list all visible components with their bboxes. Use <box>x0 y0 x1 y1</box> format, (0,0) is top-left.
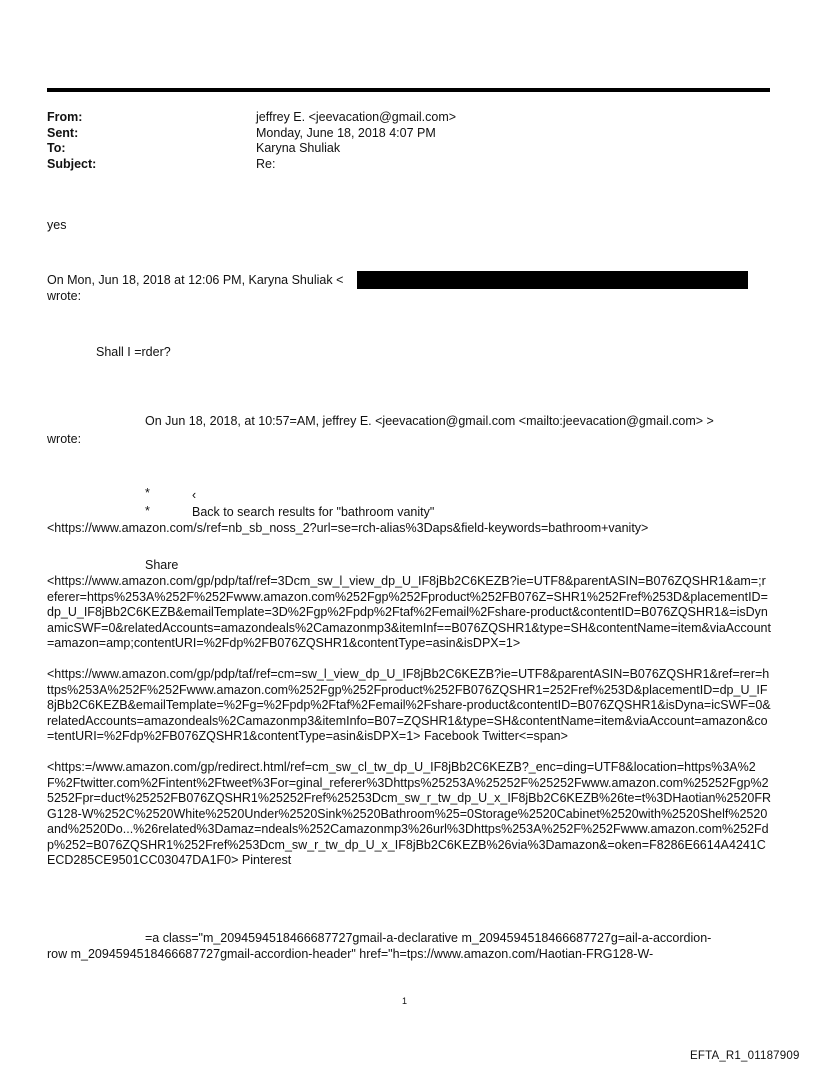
share-url-block[interactable]: <https://www.amazon.com/gp/pdp/taf/ref=3Dcm_sw_l_view_dp_U_IF8jBb2C6KEZB?ie=UTF8&parentASIN=B076ZQSHR1&am=;referer=https%253A%252F%252Fwww.amazon.com%252Fgp%252Fproduct%252FB076Z=SHR1%252Fref%253D&placementID=dp_U_IF8jBb2C6KEZB&emailTemplate=3D%2Fgp%2Fpdp%2Ftaf%2Femail%2Fshare-product&contentID=B076ZQSHR1&=isDynamicSWF=0&relatedAccounts=amazondeals%2Camazonmp3&itemInf==B076ZQSHR1&type=SH&contentName=item&viaAccount=amazon=amp;contentURI=%2Fdp%2FB076ZQSHR1&contentType=asin&isDPX=1> <box>47 574 771 650</box>
bullet-text: ‹ <box>192 488 197 502</box>
sent-value: Monday, June 18, 2018 4:07 PM <box>256 125 436 140</box>
html-fragment-line: row m_2094594518466687727gmail-accordion-header" href="h=tps://www.amazon.com/Haotian-FRG128-W- <box>47 947 654 961</box>
html-fragment-line: =a class="m_2094594518466687727gmail-a-declarative m_2094594518466687727g=ail-a-accordion- <box>145 931 712 945</box>
to-label: To: <box>47 141 66 155</box>
email-header <box>47 110 747 172</box>
to-value: Karyna Shuliak <box>256 141 341 155</box>
subject-value: Re: <box>256 156 276 171</box>
from-value: jeffrey E. <jeevacation@gmail.com> <box>256 110 457 124</box>
subject-row <box>47 157 747 173</box>
shall-text: Shall I =rder? <box>96 345 171 359</box>
quote2-intro: On Jun 18, 2018, at 10:57=AM, jeffrey E. <jeevacation@gmail.com <mailto:jeevacation@gmail.com> > <box>145 414 714 428</box>
subject-label: Subject: <box>47 156 97 171</box>
redaction-bar <box>357 271 748 289</box>
page-number: 1 <box>402 996 408 1006</box>
from-row <box>47 110 747 126</box>
quote1-intro: On Mon, Jun 18, 2018 at 12:06 PM, Karyna Shuliak < <box>47 273 344 287</box>
facebook-url-block[interactable]: <https://www.amazon.com/gp/pdp/taf/ref=cm=sw_l_view_dp_U_IF8jBb2C6KEZB?ie=UTF8&parentASIN=B076ZQSHR1&ref=rer=https%253A%252F%252Fwww.amazon.com%252Fgp%252Fproduct%252FB076ZQSHR1=252Fref%253D&placementID=dp_U_IF8jBb2C6KEZB&emailTemplate=%2Fg=%2Fpdp%2Ftaf%2Femail%2Fshare-product&contentID=B076ZQSHR1&isDyna=icSWF=0&relatedAccounts=amazondeals%2Camazonmp3&itemInfo=B07=ZQSHR1&type=SH&contentName=item&viaAccount=amazon&co=tentURI=%2Fdp%2FB076ZQSHR1&contentType=asin&isDPX=1> Facebook Twitter<=span> <box>47 667 771 743</box>
reply-text: yes <box>47 218 67 232</box>
share-label: Share <box>145 558 179 572</box>
to-row <box>47 141 747 157</box>
back-to-search-link[interactable]: Back to search results for "bathroom vanity" <box>192 505 435 519</box>
quote2-wrote: wrote: <box>47 432 82 446</box>
header-rule <box>47 88 770 92</box>
search-url[interactable]: <https://www.amazon.com/s/ref=nb_sb_noss_2?url=se=rch-alias%3Daps&field-keywords=bathroom+vanity> <box>47 521 649 535</box>
bullet-mark: * <box>145 486 150 500</box>
from-label: From: <box>47 110 83 124</box>
twitter-url-block[interactable]: <https:=/www.amazon.com/gp/redirect.html/ref=cm_sw_cl_tw_dp_U_IF8jBb2C6KEZB?_enc=ding=UTF8&location=https%3A%2F%2Ftwitter.com%2Fintent%2Ftweet%3For=ginal_referer%3Dhttps%25253A%25252F%25252Fwww.amazon.com%25252Fgp%25252Fpr=duct%25252FB076ZQSHR1%25252Fref%25253Dcm_sw_r_tw_dp_U_x_IF8jBb2C6KEZB%26te=t%3DHaotian%2520FRG128-W%252C%2520White%2520Under%2520Sink%2520Bathroom%25=0Storage%2520Cabinet%2520with%2520Shelf%2520and%2520Do...%26related%3Damaz=ndeals%252Camazonmp3%26url%3Dhttps%253A%252F%252Fwww.amazon.com%252Fdp%252=B076ZQSHR1%252Fref%253Dcm_sw_r_tw_dp_U_x_IF8jBb2C6KEZB%26via%3Damazon&=oken=F8286E6614A4241CECD285CE9501CC03047DA1F0> Pinterest <box>47 760 772 867</box>
sent-label: Sent: <box>47 125 79 140</box>
bullet-mark: * <box>145 504 150 518</box>
sent-row <box>47 126 747 142</box>
document-id: EFTA_R1_01187909 <box>690 1050 800 1062</box>
quote1-wrote: wrote: <box>47 289 82 303</box>
